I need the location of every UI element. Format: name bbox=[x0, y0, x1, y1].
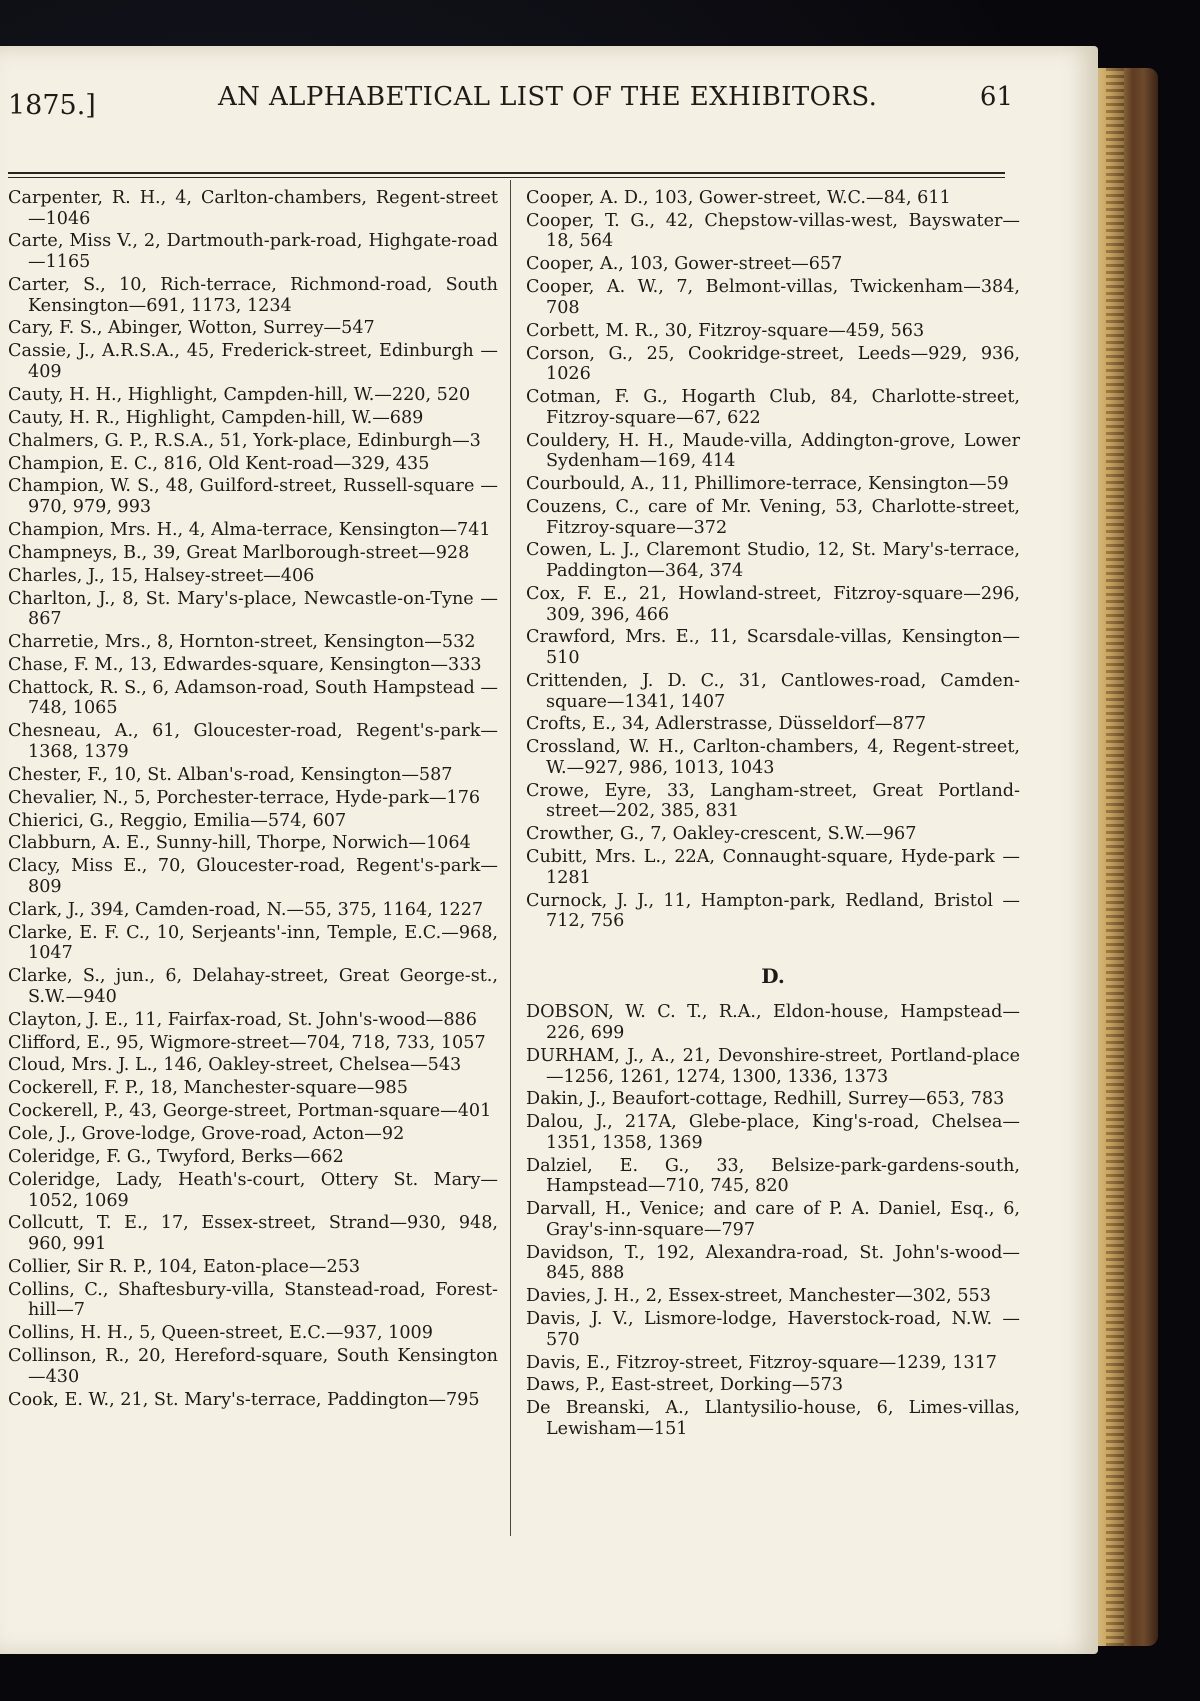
list-item: Carter, S., 10, Rich-terrace, Richmond-road, South Kensington—691, 1173, 1234 bbox=[8, 274, 498, 316]
list-item: Cary, F. S., Abinger, Wotton, Surrey—547 bbox=[8, 318, 375, 339]
list-item: Charlton, J., 8, St. Mary's-place, Newcastle-on-Tyne —867 bbox=[8, 588, 498, 630]
list-item: Cotman, F. G., Hogarth Club, 84, Charlotte-street, Fitzroy-square—67, 622 bbox=[526, 387, 1020, 428]
list-item: Champion, Mrs. H., 4, Alma-terrace, Kensington—741 bbox=[8, 519, 491, 540]
section-heading-d: D. bbox=[761, 963, 785, 988]
list-item: Cooper, T. G., 42, Chepstow-villas-west, Bayswater—18, 564 bbox=[526, 210, 1020, 252]
list-item: Cole, J., Grove-lodge, Grove-road, Acton—92 bbox=[8, 1124, 405, 1145]
list-item: Collins, C., Shaftesbury-villa, Stanstead-road, Forest-hill—7 bbox=[8, 1279, 498, 1321]
header-rule-thin bbox=[8, 177, 1005, 178]
list-item: Chierici, G., Reggio, Emilia—574, 607 bbox=[8, 810, 347, 831]
column-divider bbox=[510, 180, 511, 1536]
list-item: Coleridge, Lady, Heath's-court, Ottery St. Mary—1052, 1069 bbox=[8, 1169, 498, 1211]
list-item: Corson, G., 25, Cookridge-street, Leeds—929, 936, 1026 bbox=[526, 343, 1020, 385]
list-item: Cloud, Mrs. J. L., 146, Oakley-street, Chelsea—543 bbox=[8, 1055, 462, 1076]
list-item: Champion, W. S., 48, Guilford-street, Russell-square —970, 979, 993 bbox=[8, 476, 498, 517]
list-item: Clabburn, A. E., Sunny-hill, Thorpe, Norwich—1064 bbox=[8, 833, 471, 854]
list-item: Collinson, R., 20, Hereford-square, South Kensington —430 bbox=[8, 1346, 498, 1387]
list-item: Cauty, H. R., Highlight, Campden-hill, W.—689 bbox=[8, 407, 424, 428]
list-item: Cockerell, P., 43, George-street, Portman-square—401 bbox=[8, 1101, 492, 1122]
list-item: Clarke, E. F. C., 10, Serjeants'-inn, Temple, E.C.—968, 1047 bbox=[8, 922, 498, 964]
list-item: Champion, E. C., 816, Old Kent-road—329, 435 bbox=[8, 453, 430, 474]
list-item: Crowe, Eyre, 33, Langham-street, Great Portland-street—202, 385, 831 bbox=[526, 780, 1020, 822]
list-item: Davies, J. H., 2, Essex-street, Manchester—302, 553 bbox=[526, 1286, 991, 1307]
list-item: Chesneau, A., 61, Gloucester-road, Regent's-park—1368, 1379 bbox=[8, 721, 498, 762]
list-item: Charretie, Mrs., 8, Hornton-street, Kensington—532 bbox=[8, 632, 476, 653]
list-item: Carpenter, R. H., 4, Carlton-chambers, Regent-street —1046 bbox=[8, 188, 498, 229]
list-item: Daws, P., East-street, Dorking—573 bbox=[526, 1375, 844, 1396]
list-item: Collcutt, T. E., 17, Essex-street, Strand—930, 948, 960, 991 bbox=[8, 1213, 498, 1254]
list-item: De Breanski, A., Llantysilio-house, 6, Limes-villas, Lewisham—151 bbox=[526, 1398, 1020, 1439]
list-item: Dalou, J., 217A, Glebe-place, King's-road, Chelsea—1351, 1358, 1369 bbox=[526, 1112, 1020, 1153]
list-item: Crossland, W. H., Carlton-chambers, 4, Regent-street, W.—927, 986, 1013, 1043 bbox=[526, 737, 1020, 778]
list-item: Cockerell, F. P., 18, Manchester-square—985 bbox=[8, 1078, 408, 1099]
list-item: Cassie, J., A.R.S.A., 45, Frederick-street, Edinburgh —409 bbox=[8, 341, 498, 382]
list-item: Davis, E., Fitzroy-street, Fitzroy-square—1239, 1317 bbox=[526, 1352, 997, 1373]
list-item: Dakin, J., Beaufort-cottage, Redhill, Surrey—653, 783 bbox=[526, 1089, 1005, 1110]
list-item: Cooper, A. W., 7, Belmont-villas, Twickenham—384, 708 bbox=[526, 277, 1020, 318]
list-item: Collins, H. H., 5, Queen-street, E.C.—937, 1009 bbox=[8, 1323, 433, 1344]
list-item: Chalmers, G. P., R.S.A., 51, York-place, Edinburgh—3 bbox=[8, 430, 481, 451]
right-column bbox=[526, 188, 1020, 1442]
list-item: Crawford, Mrs. E., 11, Scarsdale-villas, Kensington—510 bbox=[526, 627, 1020, 669]
list-item: Cubitt, Mrs. L., 22A, Connaught-square, Hyde-park —1281 bbox=[526, 847, 1020, 888]
list-item: Chattock, R. S., 6, Adamson-road, South Hampstead —748, 1065 bbox=[8, 677, 498, 719]
list-item: Curnock, J. J., 11, Hampton-park, Redland, Bristol —712, 756 bbox=[526, 890, 1020, 932]
list-item: Carte, Miss V., 2, Dartmouth-park-road, Highgate-road—1165 bbox=[8, 231, 498, 273]
page-number: 61 bbox=[979, 82, 1013, 112]
list-item: DURHAM, J., A., 21, Devonshire-street, Portland-place—1256, 1261, 1274, 1300, 1336, 1373 bbox=[526, 1045, 1020, 1087]
list-item: Clayton, J. E., 11, Fairfax-road, St. John's-wood—886 bbox=[8, 1009, 477, 1030]
list-item: Crofts, E., 34, Adlerstrasse, Düsseldorf—877 bbox=[526, 714, 927, 735]
list-item: Couzens, C., care of Mr. Vening, 53, Charlotte-street, Fitzroy-square—372 bbox=[526, 496, 1020, 538]
list-item: Couldery, H. H., Maude-villa, Addington-grove, Lower Sydenham—169, 414 bbox=[526, 430, 1020, 472]
list-item: Charles, J., 15, Halsey-street—406 bbox=[8, 565, 315, 586]
list-item: Chevalier, N., 5, Porchester-terrace, Hyde-park—176 bbox=[8, 787, 481, 808]
list-item: Cauty, H. H., Highlight, Campden-hill, W.—220, 520 bbox=[8, 384, 471, 405]
list-item: Champneys, B., 39, Great Marlborough-street—928 bbox=[8, 542, 470, 563]
header-rule bbox=[8, 172, 1005, 174]
list-item: Chester, F., 10, St. Alban's-road, Kensington—587 bbox=[8, 764, 453, 785]
list-item: Corbett, M. R., 30, Fitzroy-square—459, 563 bbox=[526, 320, 925, 341]
list-item: Davis, J. V., Lismore-lodge, Haverstock-road, N.W. —570 bbox=[526, 1309, 1020, 1350]
list-item: Cooper, A. D., 103, Gower-street, W.C.—84, 611 bbox=[526, 188, 951, 208]
list-item: Davidson, T., 192, Alexandra-road, St. John's-wood—845, 888 bbox=[526, 1242, 1020, 1284]
list-item: Cox, F. E., 21, Howland-street, Fitzroy-square—296, 309, 396, 466 bbox=[526, 583, 1020, 625]
list-item: Chase, F. M., 13, Edwardes-square, Kensington—333 bbox=[8, 654, 482, 675]
list-item: Crittenden, J. D. C., 31, Cantlowes-road, Camden-square—1341, 1407 bbox=[526, 670, 1020, 712]
header-year: 1875.] bbox=[8, 90, 96, 121]
list-item: Dalziel, E. G., 33, Belsize-park-gardens-south, Hampstead—710, 745, 820 bbox=[526, 1155, 1020, 1197]
list-item: Darvall, H., Venice; and care of P. A. Daniel, Esq., 6, Gray's-inn-square—797 bbox=[526, 1199, 1020, 1240]
list-item: Clifford, E., 95, Wigmore-street—704, 718, 733, 1057 bbox=[8, 1032, 486, 1053]
list-item: Cook, E. W., 21, St. Mary's-terrace, Paddington—795 bbox=[8, 1389, 480, 1410]
list-item: Cowen, L. J., Claremont Studio, 12, St. Mary's-terrace, Paddington—364, 374 bbox=[526, 540, 1020, 582]
list-item: Clark, J., 394, Camden-road, N.—55, 375, 1164, 1227 bbox=[8, 899, 484, 920]
header-title: AN ALPHABETICAL LIST OF THE EXHIBITORS. bbox=[218, 82, 878, 112]
list-item: Coleridge, F. G., Twyford, Berks—662 bbox=[8, 1147, 344, 1168]
list-item: Cooper, A., 103, Gower-street—657 bbox=[526, 254, 843, 275]
left-column bbox=[8, 188, 498, 1413]
list-item: Clarke, S., jun., 6, Delahay-street, Great George-st., S.W.—940 bbox=[8, 966, 498, 1007]
list-item: DOBSON, W. C. T., R.A., Eldon-house, Hampstead—226, 699 bbox=[526, 1002, 1020, 1044]
list-item: Crowther, G., 7, Oakley-crescent, S.W.—967 bbox=[526, 824, 917, 845]
list-item: Courbould, A., 11, Phillimore-terrace, Kensington—59 bbox=[526, 474, 1009, 495]
list-item: Clacy, Miss E., 70, Gloucester-road, Regent's-park—809 bbox=[8, 856, 498, 897]
list-item: Collier, Sir R. P., 104, Eaton-place—253 bbox=[8, 1256, 361, 1277]
running-header bbox=[8, 82, 1013, 126]
book-fore-edge bbox=[1092, 68, 1158, 1646]
